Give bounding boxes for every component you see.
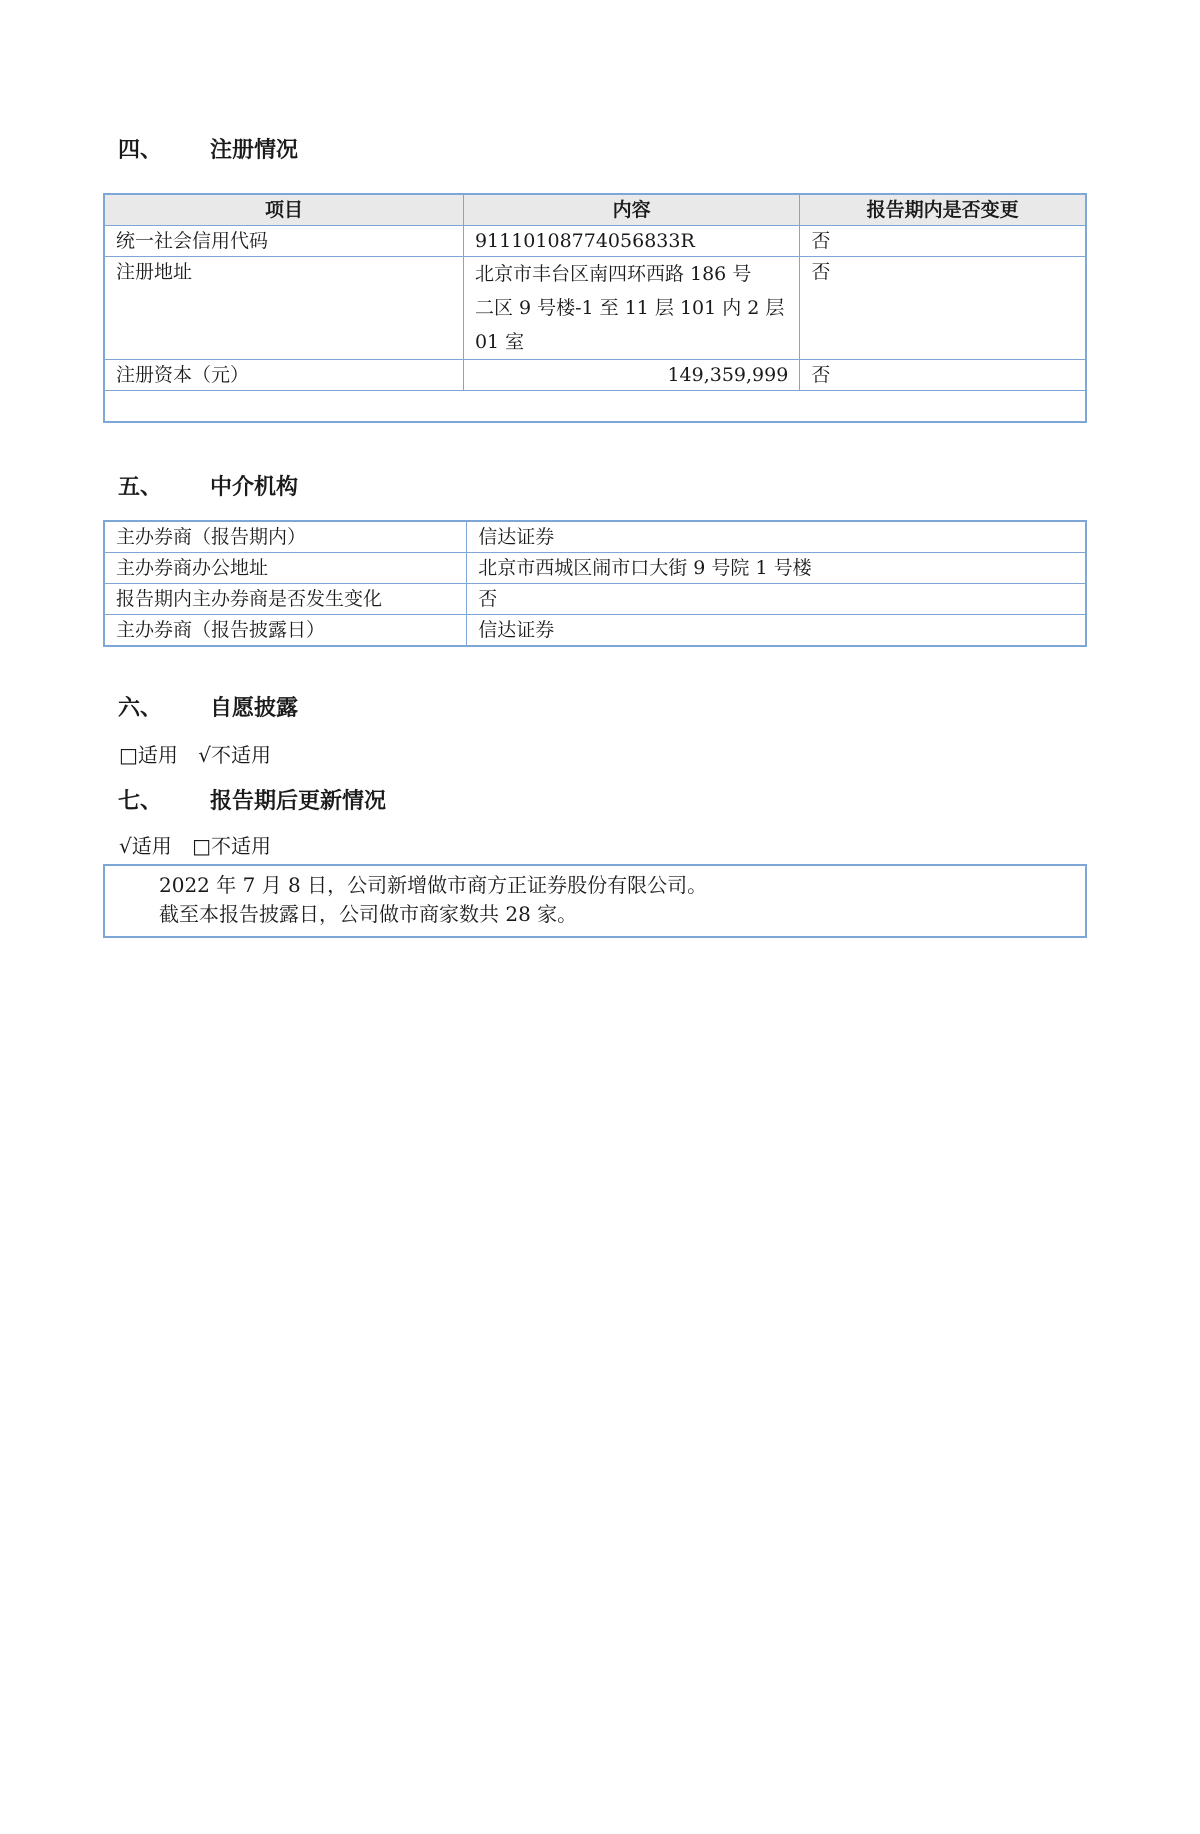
cell-changed: 否	[800, 360, 1086, 391]
section-number: 五、	[118, 475, 163, 500]
section-title: 报告期后更新情况	[210, 789, 387, 814]
cell-content	[463, 257, 799, 360]
section-heading-intermediary	[103, 475, 1087, 501]
section-heading-voluntary-disclosure	[103, 696, 1087, 722]
cell-label: 主办券商办公地址	[104, 553, 467, 584]
cell-label: 主办券商（报告期内）	[104, 521, 467, 553]
section-title: 中介机构	[210, 475, 299, 500]
cell-item: 注册资本（元）	[104, 360, 463, 391]
cell-item: 注册地址	[104, 257, 463, 360]
header-item: 项目	[104, 194, 463, 226]
table-header-row	[104, 194, 1086, 226]
post-period-note-box	[103, 864, 1087, 938]
registration-table	[103, 193, 1087, 423]
table-row-credit-code	[104, 226, 1086, 257]
applicability-line	[103, 834, 1087, 858]
cell-changed: 否	[800, 226, 1086, 257]
cell-value: 北京市西城区闹市口大街 9 号院 1 号楼	[467, 553, 1086, 584]
cell-changed: 否	[800, 257, 1086, 360]
page-content	[103, 138, 1087, 938]
header-changed: 报告期内是否变更	[800, 194, 1086, 226]
note-line: 截至本报告披露日，公司做市商家数共 28 家。	[159, 902, 578, 926]
note-line: 2022 年 7 月 8 日，公司新增做市商方正证券股份有限公司。	[159, 873, 708, 897]
address-line: 北京市丰台区南四环西路 186 号	[474, 263, 752, 285]
section-number: 四、	[118, 138, 163, 163]
table-row-registered-address	[104, 257, 1086, 360]
table-row-registered-capital	[104, 360, 1086, 391]
section-title: 注册情况	[210, 138, 299, 163]
cell-label: 报告期内主办券商是否发生变化	[104, 584, 467, 615]
cell-label: 主办券商（报告披露日）	[104, 615, 467, 647]
address-line: 01 室	[474, 331, 525, 353]
section-title: 自愿披露	[210, 696, 299, 721]
table-row-sponsor-changed	[104, 584, 1086, 615]
section-number: 六、	[118, 696, 163, 721]
intermediary-table	[103, 520, 1087, 647]
table-row-empty	[104, 391, 1086, 423]
table-row-sponsor-disclosure	[104, 615, 1086, 647]
table-row-sponsor-address	[104, 553, 1086, 584]
cell-value: 否	[467, 584, 1086, 615]
cell-value: 信达证券	[467, 521, 1086, 553]
cell-item: 统一社会信用代码	[104, 226, 463, 257]
header-content: 内容	[463, 194, 799, 226]
cell-value: 信达证券	[467, 615, 1086, 647]
section-heading-post-period-update	[103, 789, 1087, 815]
empty-cell	[104, 391, 1086, 423]
section-number: 七、	[118, 789, 163, 814]
applicability-line	[103, 743, 1087, 767]
not-applicable-option: √不适用	[198, 743, 272, 767]
applicable-option: √适用	[119, 834, 172, 858]
section-heading-registration	[103, 138, 1087, 164]
cell-content: 91110108774056833R	[463, 226, 799, 257]
table-row-sponsor-period	[104, 521, 1086, 553]
address-line: 二区 9 号楼-1 至 11 层 101 内 2 层	[474, 297, 785, 319]
applicable-option: □适用	[119, 743, 178, 767]
not-applicable-option: □不适用	[192, 834, 272, 858]
cell-content: 149,359,999	[463, 360, 799, 391]
report-page	[0, 138, 1200, 1834]
